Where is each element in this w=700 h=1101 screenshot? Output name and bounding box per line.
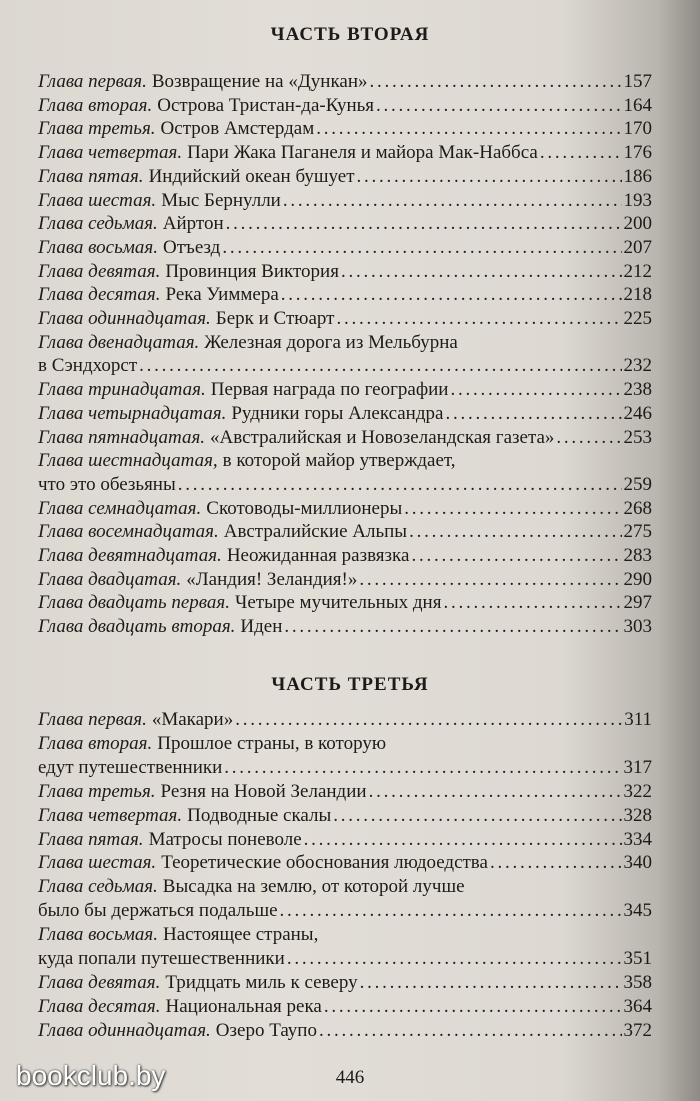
chapter-title-continuation: было бы держаться подальше	[38, 900, 278, 922]
chapter-label: Глава пятая.	[38, 828, 144, 850]
toc-entry	[38, 260, 652, 284]
chapter-label: Глава третья.	[38, 118, 156, 140]
chapter-page: 170	[623, 118, 652, 140]
leader-dots	[226, 212, 622, 236]
toc-entry	[38, 780, 652, 804]
chapter-page: 193	[623, 189, 652, 211]
chapter-label: Глава седьмая.	[38, 876, 158, 898]
leader-dots	[369, 780, 622, 804]
chapter-title: Острова Тристан-да-Кунья	[157, 94, 375, 116]
chapter-label: Глава вторая.	[38, 94, 153, 116]
toc-entry	[38, 402, 652, 426]
toc-entry	[38, 828, 652, 852]
chapter-title: Пари Жака Паганеля и майора Мак-Наббса	[187, 142, 538, 164]
leader-dots	[556, 426, 621, 450]
chapter-title: Высадка на землю, от которой лучше	[162, 876, 465, 898]
page-number: 446	[335, 1067, 365, 1088]
chapter-label: Глава одиннадцатая.	[38, 308, 211, 329]
chapter-title: «Австралийская и Новозеландская газета»	[210, 426, 555, 448]
leader-dots	[284, 615, 621, 639]
leader-dots	[139, 354, 621, 378]
toc-entry-first-line	[38, 331, 652, 355]
chapter-label: Глава восемнадцатая.	[38, 521, 219, 543]
leader-dots	[324, 995, 622, 1019]
leader-dots	[409, 520, 621, 544]
chapter-label: Глава пятнадцатая.	[38, 426, 206, 448]
leader-dots	[443, 591, 621, 615]
toc-entry	[38, 971, 652, 995]
chapter-title: Подводные скалы	[187, 804, 332, 826]
chapter-title: Возвращение на «Дункан»	[151, 71, 368, 92]
chapter-page: 164	[623, 94, 652, 116]
chapter-title: «Ландия! Зеландия!»	[186, 568, 358, 590]
chapter-label: Глава первая.	[38, 709, 147, 730]
chapter-label: Глава шестая.	[38, 852, 157, 874]
chapter-label: Глава десятая.	[38, 284, 161, 306]
toc-entry	[38, 947, 652, 971]
chapter-title: Отъезд	[162, 236, 221, 258]
leader-dots	[319, 1019, 622, 1043]
chapter-page: 358	[623, 971, 652, 993]
chapter-title: Четыре мучительных дня	[235, 592, 442, 614]
chapter-page: 259	[623, 473, 652, 495]
toc-entry	[38, 708, 652, 732]
chapter-page: 275	[623, 521, 652, 543]
toc-entry	[38, 189, 652, 213]
chapter-title: Иден	[240, 616, 283, 638]
chapter-label: Глава четырнадцатая.	[38, 402, 227, 424]
toc-entry	[38, 117, 652, 141]
chapter-label: Глава седьмая.	[38, 213, 158, 235]
chapter-label: Глава двадцать вторая.	[38, 616, 236, 638]
toc-entry-first-line	[38, 875, 652, 899]
chapter-title: в которой майор утверждает,	[222, 450, 456, 472]
chapter-page: 322	[623, 780, 652, 802]
chapter-title: Резня на Новой Зеландии	[160, 780, 367, 802]
chapter-title: Река Уиммера	[165, 284, 279, 306]
toc-entry	[38, 899, 652, 923]
chapter-label: Глава одиннадцатая.	[38, 1019, 211, 1041]
chapter-page: 200	[623, 213, 652, 235]
leader-dots	[224, 756, 621, 780]
toc-entry	[38, 473, 652, 497]
chapter-page: 232	[623, 355, 652, 377]
toc-entry	[38, 615, 652, 639]
toc-entry	[38, 94, 652, 118]
chapter-title-continuation: куда попали путешественники	[38, 948, 285, 969]
chapter-title-continuation: что это обезьяны	[38, 473, 176, 495]
leader-dots	[336, 307, 621, 331]
toc-entry	[38, 141, 652, 165]
chapter-label: Глава четвертая.	[38, 142, 183, 164]
chapter-page: 364	[623, 995, 652, 1017]
chapter-label: Глава первая.	[38, 71, 147, 92]
leader-dots	[222, 236, 621, 260]
chapter-title: Озеро Таупо	[215, 1019, 317, 1041]
chapter-title: Индийский океан бушует	[148, 165, 355, 187]
chapter-label: Глава четвертая.	[38, 804, 183, 826]
chapter-title: Железная дорога из Мельбурна	[204, 331, 458, 353]
chapter-page: 186	[623, 165, 652, 187]
toc-entry	[38, 591, 652, 615]
leader-dots	[376, 94, 621, 118]
leader-dots	[411, 544, 621, 568]
leader-dots	[357, 165, 622, 189]
chapter-label: Глава девятая.	[38, 971, 161, 993]
chapter-page: 246	[623, 402, 652, 424]
chapter-label: Глава десятая.	[38, 995, 161, 1017]
toc-entry	[38, 354, 652, 378]
chapter-page: 297	[623, 592, 652, 614]
chapter-page: 283	[623, 545, 652, 566]
toc-entry	[38, 212, 652, 236]
chapter-label: Глава девятнадцатая.	[38, 545, 222, 566]
leader-dots	[287, 947, 622, 971]
chapter-title: Первая награда по географии	[210, 379, 449, 401]
leader-dots	[370, 70, 622, 94]
chapter-title: Тридцать миль к северу	[165, 971, 358, 993]
toc-entry	[38, 544, 652, 568]
leader-dots	[540, 141, 622, 165]
chapter-label: Глава двадцать первая.	[38, 592, 231, 614]
chapter-title-continuation: едут путешественники	[38, 756, 223, 778]
leader-dots	[333, 804, 621, 828]
chapter-label: Глава третья.	[38, 780, 156, 802]
toc-entry	[38, 851, 652, 875]
toc-entry	[38, 520, 652, 544]
chapter-page: 290	[623, 568, 652, 590]
chapter-page: 303	[623, 616, 652, 638]
chapter-title: Айртон	[162, 213, 224, 235]
leader-dots	[360, 971, 622, 995]
chapter-page: 253	[623, 426, 652, 448]
chapter-page: 317	[623, 756, 652, 778]
chapter-label: Глава вторая.	[38, 732, 153, 754]
leader-dots	[178, 473, 622, 497]
chapter-title: Скотоводы-миллионеры	[206, 497, 403, 519]
chapter-label: Глава пятая.	[38, 165, 144, 187]
chapter-page: 340	[623, 852, 652, 874]
chapter-title: Теоретические обоснования людоедства	[161, 852, 488, 874]
leader-dots	[445, 402, 621, 426]
toc-entry	[38, 756, 652, 780]
chapter-title: Матросы поневоле	[148, 828, 302, 850]
chapter-title: Неожиданная развязка	[226, 545, 410, 566]
chapter-page: 157	[623, 71, 652, 92]
toc-entry	[38, 70, 652, 94]
toc-entry	[38, 568, 652, 592]
chapter-title-continuation: в Сэндхорст	[38, 355, 138, 377]
chapter-title: Остров Амстердам	[160, 118, 315, 140]
leader-dots	[316, 117, 621, 141]
chapter-label: Глава двенадцатая.	[38, 331, 200, 353]
leader-dots	[304, 828, 622, 852]
toc-entry	[38, 1019, 652, 1043]
leader-dots	[281, 283, 622, 307]
chapter-label: Глава шестая.	[38, 189, 157, 211]
toc-entry	[38, 165, 652, 189]
chapter-title: Национальная река	[165, 995, 322, 1017]
toc-entry-first-line	[38, 923, 652, 947]
leader-dots	[450, 378, 621, 402]
leader-dots	[280, 899, 622, 923]
chapter-title: «Макари»	[151, 709, 234, 730]
toc-entry-first-line	[38, 732, 652, 756]
chapter-page: 207	[623, 236, 652, 258]
toc-entry	[38, 995, 652, 1019]
chapter-label: Глава двадцатая.	[38, 568, 182, 590]
leader-dots	[235, 708, 622, 732]
chapter-label: Глава семнадцатая.	[38, 497, 202, 519]
chapter-page: 351	[623, 948, 652, 969]
chapter-title: Прошлое страны, в которую	[157, 732, 387, 754]
chapter-title: Рудники горы Александра	[231, 402, 444, 424]
toc-entry	[38, 307, 652, 331]
chapter-page: 212	[623, 260, 652, 282]
chapter-title: Мыс Бернулли	[161, 189, 281, 211]
toc-entry	[38, 378, 652, 402]
chapter-label: Глава девятая.	[38, 260, 161, 282]
chapter-label: Глава тринадцатая.	[38, 379, 206, 401]
leader-dots	[490, 851, 622, 875]
chapter-page: 176	[623, 142, 652, 164]
chapter-label: Глава восьмая.	[38, 236, 158, 258]
chapter-page: 218	[623, 284, 652, 306]
chapter-page: 372	[623, 1019, 652, 1041]
chapter-page: 225	[623, 308, 652, 329]
chapter-label: Глава шестнадцатая,	[38, 450, 218, 472]
toc-entry	[38, 426, 652, 450]
chapter-title: Берк и Стюарт	[215, 308, 335, 329]
chapter-page: 334	[623, 828, 652, 850]
chapter-page: 345	[623, 900, 652, 922]
leader-dots	[359, 568, 621, 592]
chapter-page: 268	[623, 497, 652, 519]
watermark-logo: bookclub.by	[16, 1060, 166, 1091]
toc-entry	[38, 236, 652, 260]
part3-title: ЧАСТЬ ТРЕТЬЯ	[271, 674, 429, 695]
chapter-page: 238	[623, 379, 652, 401]
toc-entry	[38, 283, 652, 307]
toc-entry	[38, 804, 652, 828]
leader-dots	[341, 260, 622, 284]
chapter-label: Глава восьмая.	[38, 924, 158, 946]
chapter-title: Австралийские Альпы	[223, 521, 408, 543]
chapter-title: Настоящее страны,	[162, 924, 319, 946]
chapter-page: 311	[624, 709, 652, 730]
chapter-title: Провинция Виктория	[165, 260, 339, 282]
leader-dots	[404, 497, 621, 521]
leader-dots	[283, 189, 622, 213]
toc-entry-first-line	[38, 449, 652, 473]
toc-entry	[38, 497, 652, 521]
chapter-page: 328	[623, 804, 652, 826]
part2-title: ЧАСТЬ ВТОРАЯ	[270, 24, 430, 45]
